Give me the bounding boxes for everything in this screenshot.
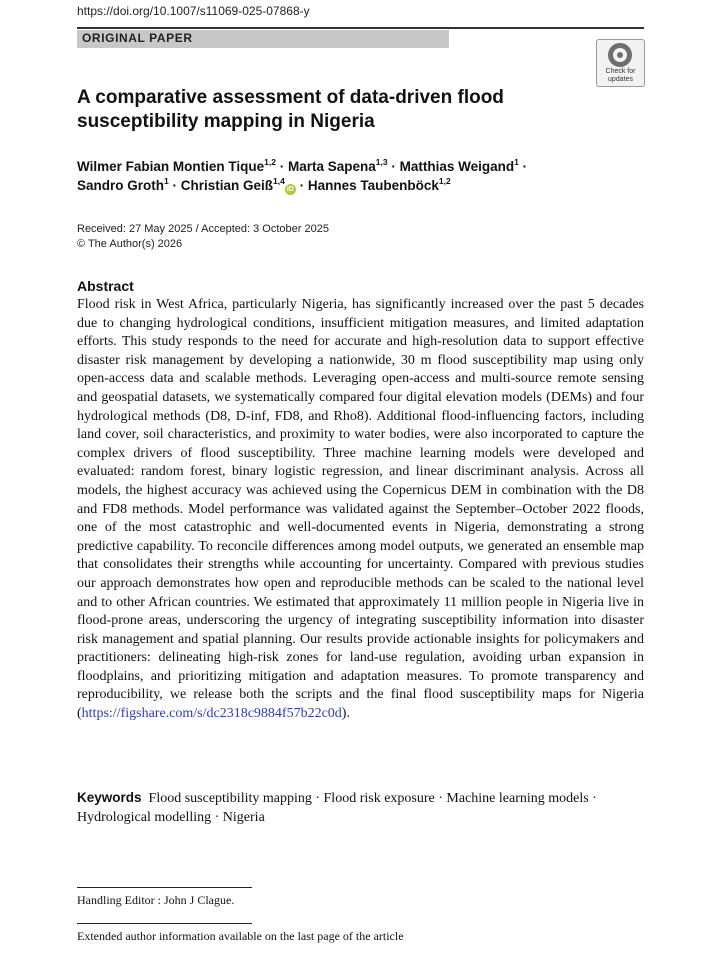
author-affiliation: 1,2 [264,157,276,167]
abstract-heading: Abstract [77,278,134,294]
author-name: Matthias Weigand [399,159,515,174]
footnote-rule [77,887,252,888]
author-affiliation: 1,4 [273,176,285,186]
abstract-text [77,296,644,724]
author-name: Wilmer Fabian Montien Tique [77,159,265,174]
keywords-text: Flood susceptibility mapping · Flood risk exposure · Machine learning models · Hydrological modelling · Nigeria [77,791,597,825]
author-affiliation: 1 [514,157,519,167]
abstract-end: ). [341,706,350,722]
header-rule [77,27,644,29]
keywords-block [77,789,644,827]
handling-editor-note: Handling Editor : John J Clague. [77,893,235,907]
received-accepted: Received: 27 May 2025 / Accepted: 3 October 2025 [77,223,329,235]
author-name: Marta Sapena [287,159,376,174]
author-list: Wilmer Fabian Montien Tique$^{1,2}$ · Marta Sapena$^{1,3}$ · Matthias Weigand$^1$ · Sandro Groth$^1$ · Christian Geiß$^{1,4}$iD · Hannes Taubenböck$^{1,2}$ [77,157,528,193]
orcid-icon[interactable]: iD [286,186,294,193]
check-updates-label: Check for updates [605,68,636,83]
copyright: © The Author(s) 2026 [77,238,183,250]
author-name: Sandro Groth [77,178,164,193]
section-label: ORIGINAL PAPER [82,31,193,45]
update-icon [608,43,632,67]
author-name: Hannes Taubenböck [307,178,439,193]
author-name: Christian Geiß [180,178,273,193]
doi-link[interactable]: https://doi.org/10.1007/s11069-025-07868-y [77,4,310,18]
abstract-body: Flood risk in West Africa, particularly Nigeria, has significantly increased over the past 5 decades due to changing hydrological conditions, insufficient mitigation measures, and limited adaptation efforts. This study responds to the need for accurate and high-resolution data to support effective disaster risk management by developing a nationwide, 30 m flood susceptibility map using only open-access data and scalable methods. Leveraging open-access and multi-source remote sensing and geospatial datasets, we systematically compared four digital elevation models (DEMs) and four hydrological methods (D8, D-inf, FD8, and Rho8). Additional flood-influencing factors, including land cover, soil characteristics, and proximity to water bodies, were also incorporated to capture the complex drivers of flood susceptibility. Three machine learning models were developed and evaluated: random forest, binary logistic regression, and linear discriminant analysis. Across all models, the highest accuracy was achieved using the Copernicus DEM in combination with the D8 and FD8 methods. Model performance was validated against the September–October 2022 floods, one of the most catastrophic and well-documented events in Nigeria, demonstrating a strong predictive capability. To reconcile differences among model outputs, we generated an ensemble map that consolidates their strengths while accounting for uncertainty. Compared with previous studies our approach demonstrates how open and reproducible methods can be scaled to the national level and to other African countries. We estimated that approximately 11 million people in Nigeria live in flood-prone areas, underscoring the urgency of integrating susceptibility information into disaster risk management and spatial planning. Our results provide actionable insights for policymakers and practitioners: delineating high-risk zones for land-use regulation, avoiding urban expansion in floodplains, and prioritizing mitigation and adaptation measures. To promote transparency and reproducibility, we release both the scripts and the final flood susceptibility maps for Nigeria ( [77,297,644,722]
figshare-link[interactable]: https://figshare.com/s/dc2318c9884f57b22c0d [81,706,342,722]
publication-dates [77,222,329,252]
check-for-updates-button[interactable] [596,39,645,87]
paper-title: A comparative assessment of data-driven flood susceptibility mapping in Nigeria [77,87,504,132]
author-affiliation: 1,2 [438,176,451,186]
extended-info-note: Extended author information available on the last page of the article [77,929,404,943]
author-affiliation: 1 [164,176,169,186]
keywords-label: Keywords [77,790,142,805]
footnote-rule [77,923,252,924]
author-affiliation: 1,3 [375,157,388,167]
